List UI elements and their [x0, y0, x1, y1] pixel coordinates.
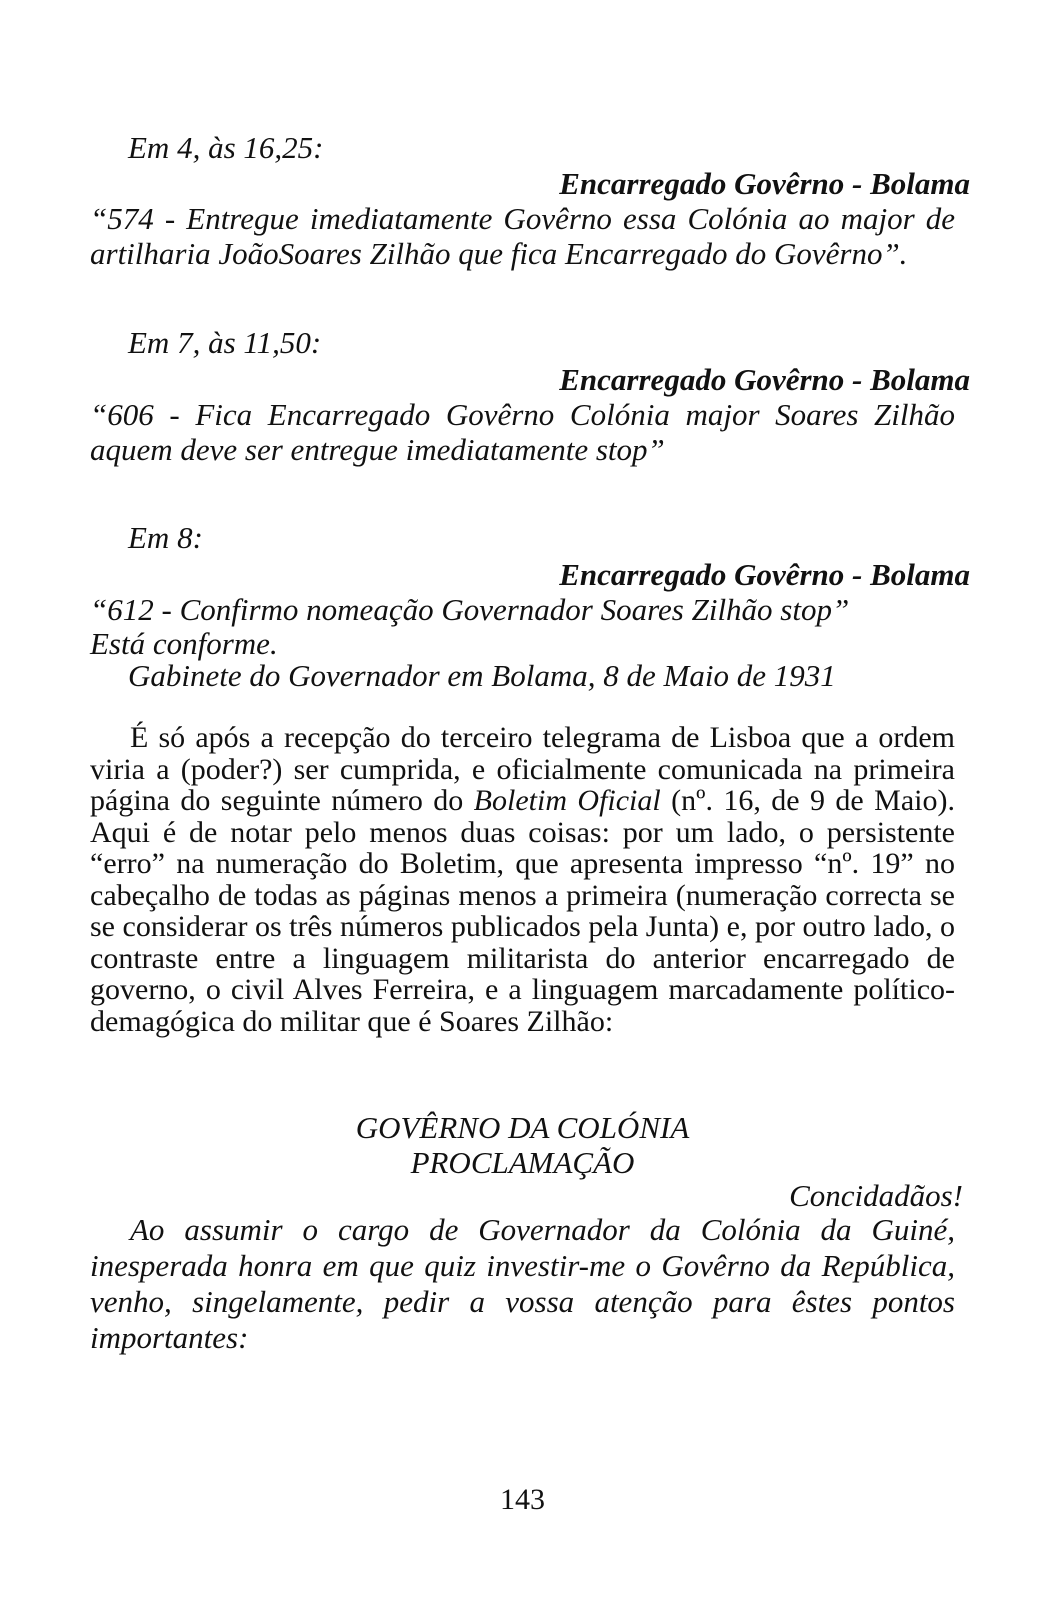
paragraph-part-2: (nº. 16, de 9 de Maio). Aqui é de notar pelo menos duas coisas: por um lado, o persistente “erro” na numeração do Boletim, que apresenta impresso “nº. 19” no cabeçalho de todas as páginas menos a primeira (numeração correcta se se considerar os três números publicados pela Junta) e, por outro lado, o contraste entre a linguagem militarista do anterior encarregado de governo, o civil Alves Ferreira, e a linguagem marcadamente político-demagógica do militar que é Soares Zilhão: — [90, 784, 955, 1038]
signature-line: Gabinete do Governador em Bolama, 8 de Maio de 1931 — [128, 658, 836, 693]
entry-1-message: “574 - Entregue imediatamente Govêrno essa Colónia ao major de artilharia JoãoSoares Zilhão que fica Encarregado do Govêrno”. — [90, 201, 955, 271]
boletim-title: Boletim Oficial — [473, 784, 661, 817]
entry-1-date: Em 4, às 16,25: — [128, 130, 324, 165]
body-paragraph — [90, 722, 955, 1037]
conforme-text: Está conforme. — [90, 626, 278, 661]
entry-3-date: Em 8: — [128, 520, 203, 555]
paragraph-part-1: É só após a recepção do terceiro telegrama de Lisboa que a ordem viria a (poder?) ser cumprida, e oficialmente comunicada na primeira página do seguinte número do — [90, 721, 955, 817]
entry-1-heading: Encarregado Govêrno - Bolama — [559, 166, 970, 201]
entry-3-heading: Encarregado Govêrno - Bolama — [559, 557, 970, 592]
page-number: 143 — [500, 1483, 545, 1516]
proclamation-title-1: GOVÊRNO DA COLÓNIA — [355, 1110, 690, 1145]
entry-2-message: “606 - Fica Encarregado Govêrno Colónia major Soares Zilhão aquem deve ser entregue imediatamente stop” — [90, 397, 955, 467]
proclamation-salutation: Concidadãos! — [789, 1178, 963, 1213]
proclamation-title-2: PROCLAMAÇÃO — [410, 1145, 635, 1180]
proclamation-text: Ao assumir o cargo de Governador da Colónia da Guiné, inesperada honra em que quiz investir-me o Govêrno da República, venho, singelamente, pedir a vossa atenção para êstes pontos importantes: — [90, 1212, 955, 1355]
entry-3-message: “612 - Confirmo nomeação Governador Soares Zilhão stop” — [90, 592, 850, 627]
entry-2-date: Em 7, às 11,50: — [128, 325, 322, 360]
entry-2-heading: Encarregado Govêrno - Bolama — [559, 362, 970, 397]
